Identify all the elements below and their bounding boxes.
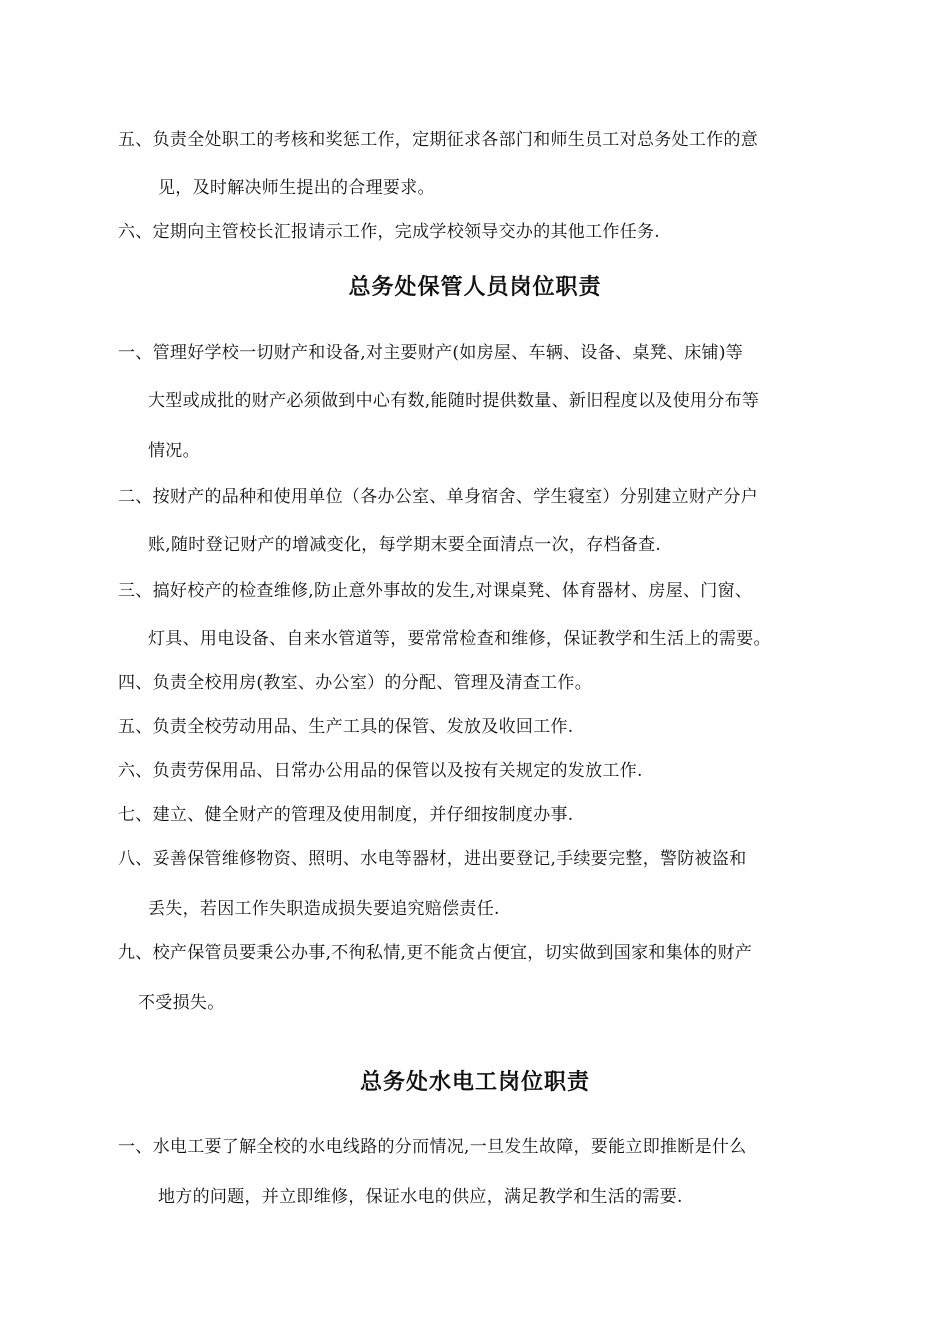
item-line: 七、建立、健全财产的管理及使用制度，并仔细按制度办事.: [118, 805, 574, 825]
item-line: 账,随时登记财产的增减变化，每学期末要全面清点一次，存档备查.: [148, 535, 662, 555]
section-title-storage: 总务处保管人员岗位职责: [348, 275, 602, 300]
item-line: 一、水电工要了解全校的水电线路的分而情况,一旦发生故障，要能立即推断是什么: [118, 1137, 747, 1157]
item-line: 五、负责全处职工的考核和奖惩工作，定期征求各部门和师生员工对总务处工作的意: [118, 130, 759, 150]
item-line: 六、负责劳保用品、日常办公用品的保管以及按有关规定的发放工作.: [118, 761, 643, 781]
item-line: 灯具、用电设备、自来水管道等，要常常检查和维修，保证教学和生活上的需要。: [148, 629, 771, 649]
item-line: 见，及时解决师生提出的合理要求。: [158, 178, 435, 198]
item-line: 五、负责全校劳动用品、生产工具的保管、发放及收回工作.: [118, 717, 574, 737]
item-line: 三、搞好校产的检查维修,防止意外事故的发生,对课桌凳、体育器材、房屋、门窗、: [118, 581, 753, 601]
item-line: 丢失，若因工作失职造成损失要追究赔偿责任.: [148, 899, 500, 919]
item-line: 情况。: [148, 441, 200, 461]
item-line: 一、管理好学校一切财产和设备,对主要财产(如房屋、车辆、设备、桌凳、床铺)等: [118, 343, 744, 363]
section-title-electric: 总务处水电工岗位职责: [359, 1070, 590, 1095]
item-line: 地方的问题，并立即维修，保证水电的供应，满足教学和生活的需要.: [158, 1187, 683, 1207]
item-line: 六、定期向主管校长汇报请示工作，完成学校领导交办的其他工作任务.: [118, 222, 661, 242]
item-line: 八、妥善保管维修物资、照明、水电等器材，进出要登记,手续要完整，警防被盗和: [118, 849, 747, 869]
item-line: 大型或成批的财产必须做到中心有数,能随时提供数量、新旧程度以及使用分布等: [148, 391, 760, 411]
item-line: 九、校产保管员要秉公办事,不徇私情,更不能贪占便宜，切实做到国家和集体的财产: [118, 943, 753, 963]
item-line: 二、按财产的品种和使用单位（各办公室、单身宿舍、学生寝室）分别建立财产分户: [118, 487, 759, 507]
item-line: 不受损失。: [138, 993, 225, 1013]
item-line: 四、负责全校用房(教室、办公室）的分配、管理及清查工作。: [118, 673, 593, 693]
